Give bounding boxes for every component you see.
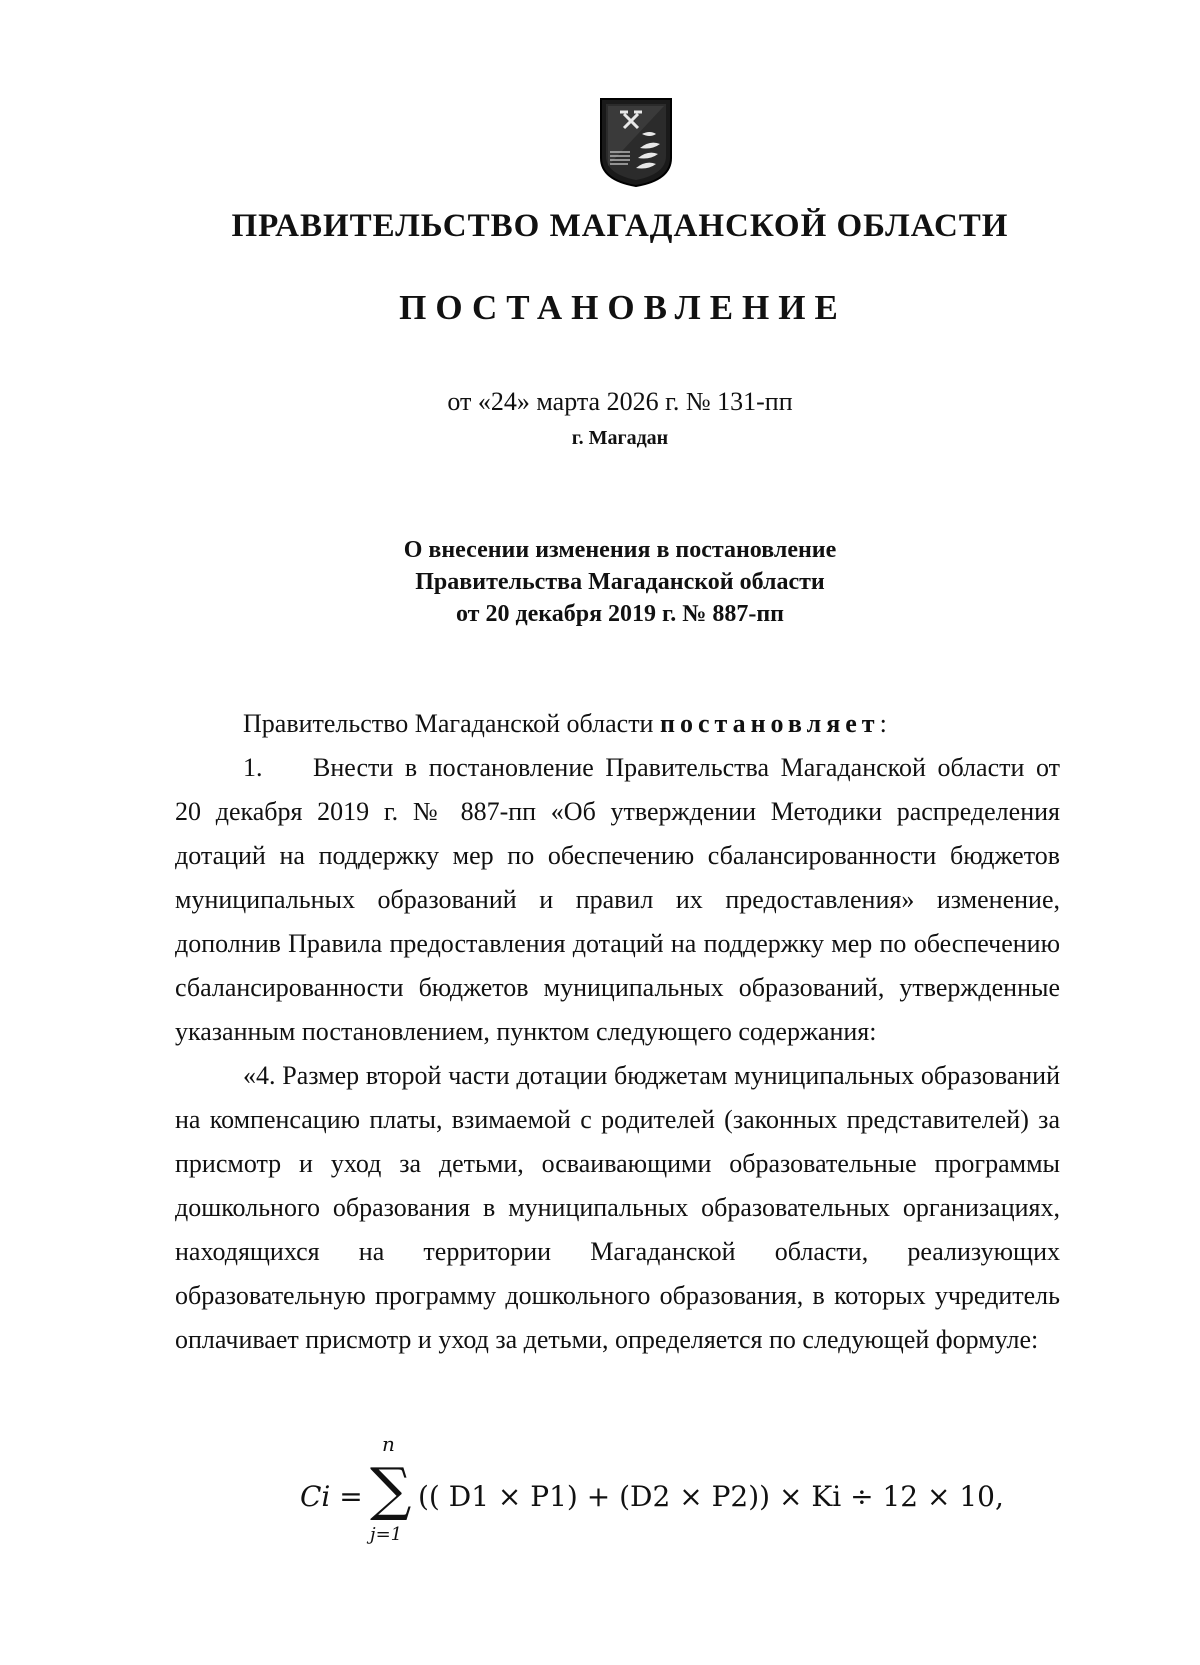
sigma-icon: ∑ — [370, 1455, 412, 1523]
preamble-colon: : — [879, 709, 887, 738]
subject-line: О внесении изменения в постановление — [403, 537, 837, 563]
formula — [300, 1432, 1004, 1558]
sum-lower-limit: j=1 — [370, 1524, 403, 1545]
document-subject — [0, 534, 1200, 630]
subject-line: Правительства Магаданской области — [415, 569, 825, 595]
subject-line: от 20 декабря 2019 г. № 887-пп — [455, 601, 785, 627]
preamble-text: Правительство Магаданской области — [243, 709, 660, 738]
document-date-number: от «24» марта 2026 г. № 131-пп — [447, 387, 793, 416]
preamble-emphasis: постановляет — [659, 709, 880, 738]
formula-lhs: Ci = — [300, 1480, 363, 1513]
formula-rhs: (( D1 × P1) + (D2 × P2)) × Ki ÷ 12 × 10, — [418, 1480, 1004, 1513]
coat-of-arms-icon — [598, 96, 674, 188]
item-1-text: Внести в постановление Правительства Магаданской области от 20 декабря 2019 г. № 887-пп «Об утверждении Методики распределения дотаций на поддержку мер по обеспечению сбалансированности бюджетов муниципальных образований и правил их предоставления» изменение, дополнив Правила предоставления дотаций на поддержку мер по обеспечению сбалансированности бюджетов муниципальных образований, утвержденные указанным постановлением, пунктом следующего содержания: — [175, 753, 1060, 1046]
document-city: г. Магадан — [571, 427, 669, 449]
item-4-paragraph: «4. Размер второй части дотации бюджетам муниципальных образований на компенсацию платы, взимаемой с родителей (законных представителей) за присмотр и уход за детьми, осваивающими образовательные программы дошкольного образования в муниципальных образовательных организациях, находящихся на территории Магаданской области, реализующих образовательную программу дошкольного образования, в которых учредитель оплачивает присмотр и уход за детьми, определяется по следующей формуле: — [175, 1061, 1060, 1354]
government-title: ПРАВИТЕЛЬСТВО МАГАДАНСКОЙ ОБЛАСТИ — [231, 208, 1009, 244]
document-body — [175, 702, 1060, 1362]
item-1-paragraph — [175, 746, 1060, 1054]
item-number: 1. — [243, 753, 263, 782]
preamble-paragraph — [175, 702, 1060, 746]
sum-upper-limit: n — [382, 1432, 395, 1456]
document-type: ПОСТАНОВЛЕНИЕ — [399, 288, 847, 327]
